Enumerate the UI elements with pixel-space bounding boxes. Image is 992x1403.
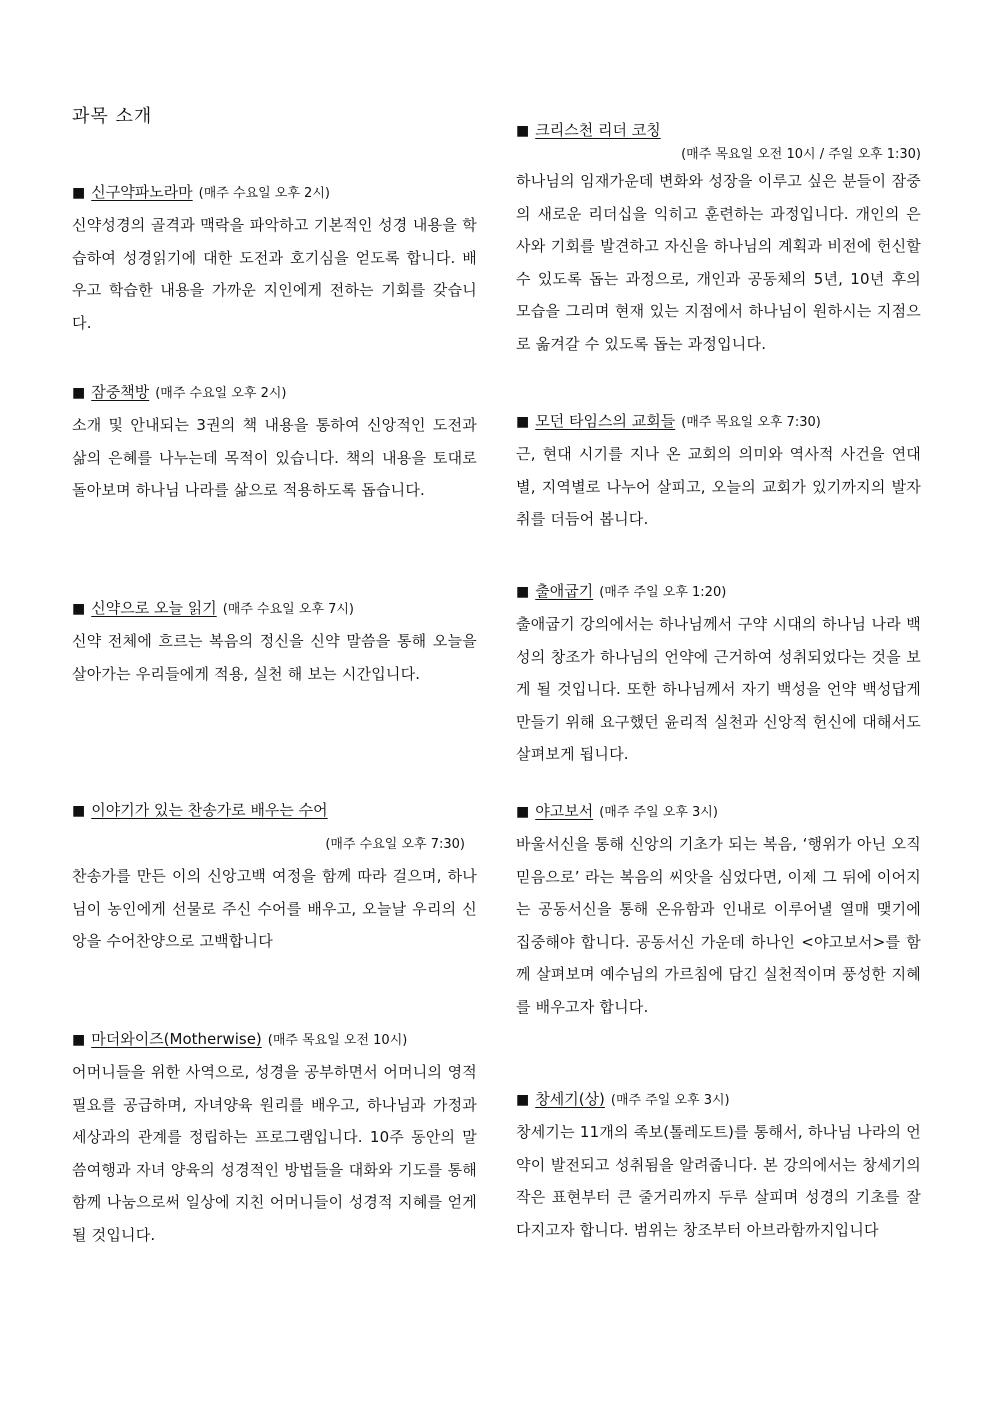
course-schedule: (매주 주일 오후 1:20)	[599, 585, 727, 600]
course-christian-leader-coaching	[516, 120, 921, 360]
course-exodus	[516, 581, 921, 771]
course-schedule: (매주 수요일 오후 7:30)	[325, 837, 465, 852]
square-bullet-icon: ■	[516, 123, 530, 139]
course-description: 하나님의 임재가운데 변화와 성장을 이루고 싶은 분들이 잠중의 새로운 리더십을 익히고 훈련하는 과정입니다. 개인의 은사와 기회를 발견하고 자신을 하나님의 계획과 비전에 헌신할 수 있도록 돕는 과정으로, 개인과 공동체의 5년, 10년 후의 모습을 그리며 현재 있는 지점에서 하나님이 원하시는 지점으로 옮겨갈 수 있도록 돕는 과정입니다.	[516, 172, 921, 353]
course-header	[516, 1089, 921, 1111]
course-header	[72, 1029, 477, 1051]
square-bullet-icon: ■	[516, 1092, 530, 1108]
square-bullet-icon: ■	[72, 1032, 86, 1048]
course-hymn-sign-language	[72, 800, 477, 958]
course-name: 이야기가 있는 찬송가로 배우는 수어	[91, 801, 328, 819]
square-bullet-icon: ■	[72, 803, 86, 819]
course-description: 신약 전체에 흐르는 복음의 정신을 신약 말씀을 통해 오늘을 살아가는 우리들에게 적용, 실천 해 보는 시간입니다.	[72, 632, 477, 683]
course-description: 신약성경의 골격과 맥락을 파악하고 기본적인 성경 내용을 학습하여 성경읽기에 대한 도전과 호기심을 얻도록 합니다. 배우고 학습한 내용을 가까운 지인에게 전하는 기회를 갖습니다.	[72, 216, 477, 332]
course-header	[72, 182, 477, 204]
course-schedule: (매주 주일 오후 3시)	[610, 1093, 730, 1108]
course-description: 찬송가를 만든 이의 신앙고백 여정을 함께 따라 걸으며, 하나님이 농인에게 선물로 주신 수어를 배우고, 오늘날 우리의 신앙을 수어찬양으로 고백합니다	[72, 867, 477, 950]
course-header	[72, 800, 477, 821]
square-bullet-icon: ■	[72, 185, 86, 201]
course-james	[516, 801, 921, 1023]
course-name: 마더와이즈(Motherwise)	[91, 1030, 262, 1048]
course-description: 창세기는 11개의 족보(톨레도트)를 통해서, 하나님 나라의 언약이 발전되고 성취됨을 알려줍니다. 본 강의에서는 창세기의 작은 표현부터 큰 줄거리까지 두루 살피며 성경의 기초를 잘 다지고자 합니다. 범위는 창조부터 아브라함까지입니다	[516, 1123, 921, 1239]
course-schedule: (매주 수요일 오후 2시)	[155, 386, 287, 401]
course-schedule: (매주 주일 오후 3시)	[599, 805, 718, 820]
course-description: 출애굽기 강의에서는 하나님께서 구약 시대의 하나님 나라 백성의 창조가 하나님의 언약에 근거하여 성취되었다는 것을 보게 될 것입니다. 또한 하나님께서 자기 백성을 언약 백성답게 만들기 위해 요구했던 윤리적 실천과 신앙적 헌신에 대해서도 살펴보게 됩니다.	[516, 615, 921, 763]
course-schedule: (매주 수요일 오후 2시)	[198, 186, 330, 201]
course-description: 근, 현대 시기를 지나 온 교회의 의미와 역사적 사건을 연대별, 지역별로 나누어 살피고, 오늘의 교회가 있기까지의 발자취를 더듬어 봅니다.	[516, 445, 921, 528]
course-name: 야고보서	[535, 802, 594, 820]
course-header	[516, 120, 921, 141]
course-book-club	[72, 382, 477, 507]
course-header	[516, 581, 921, 603]
course-name: 출애굽기	[535, 582, 594, 600]
square-bullet-icon: ■	[516, 584, 530, 600]
course-description: 소개 및 안내되는 3권의 책 내용을 통하여 신앙적인 도전과 삶의 은혜를 나누는데 목적이 있습니다. 책의 내용을 토대로 돌아보며 하나님 나라를 삶으로 적용하도록 돕습니다.	[72, 416, 477, 499]
course-header	[516, 411, 921, 433]
course-schedule: (매주 수요일 오후 7시)	[222, 602, 354, 617]
square-bullet-icon: ■	[72, 601, 86, 617]
square-bullet-icon: ■	[72, 385, 86, 401]
course-name: 신구약파노라마	[91, 183, 193, 201]
square-bullet-icon: ■	[516, 414, 530, 430]
square-bullet-icon: ■	[516, 804, 530, 820]
course-motherwise	[72, 1029, 477, 1251]
course-schedule: (매주 목요일 오전 10시)	[267, 1033, 408, 1048]
course-header	[72, 598, 477, 620]
course-schedule: (매주 목요일 오전 10시 / 주일 오후 1:30)	[681, 147, 921, 162]
course-name: 잠중책방	[91, 383, 150, 401]
course-description: 어머니들을 위한 사역으로, 성경을 공부하면서 어머니의 영적 필요를 공급하며, 자녀양육 원리를 배우고, 하나님과 가정과 세상과의 관계를 정립하는 프로그램입니다. 10주 동안의 말씀여행과 자녀 양육의 성경적인 방법들을 대화와 기도를 통해 함께 나눔으로써 일상에 지친 어머니들이 성경적 지혜를 얻게 될 것입니다.	[72, 1063, 477, 1244]
course-name: 신약으로 오늘 읽기	[91, 599, 217, 617]
page-title: 과목 소개	[72, 106, 153, 127]
course-header	[516, 801, 921, 823]
course-genesis-part1	[516, 1089, 921, 1246]
course-new-old-testament-panorama	[72, 182, 477, 339]
course-name: 모던 타임스의 교회들	[535, 412, 676, 430]
course-name: 창세기(상)	[535, 1090, 605, 1108]
course-description: 바울서신을 통해 신앙의 기초가 되는 복음, ‘행위가 아닌 오직 믿음으로’ 라는 복음의 씨앗을 심었다면, 이제 그 뒤에 이어지는 공동서신을 통해 온유함과 인내로 이루어낼 열매 맺기에 집중해야 합니다. 공동서신 가운데 하나인 <야고보서>를 함께 살펴보며 예수님의 가르침에 담긴 실천적이며 풍성한 지혜를 배우고자 합니다.	[516, 835, 921, 1016]
course-header	[72, 382, 477, 404]
course-reading-today-nt	[72, 598, 477, 690]
course-name: 크리스천 리더 코칭	[535, 121, 661, 139]
course-modern-times-churches	[516, 411, 921, 536]
course-schedule: (매주 목요일 오후 7:30)	[681, 415, 821, 430]
